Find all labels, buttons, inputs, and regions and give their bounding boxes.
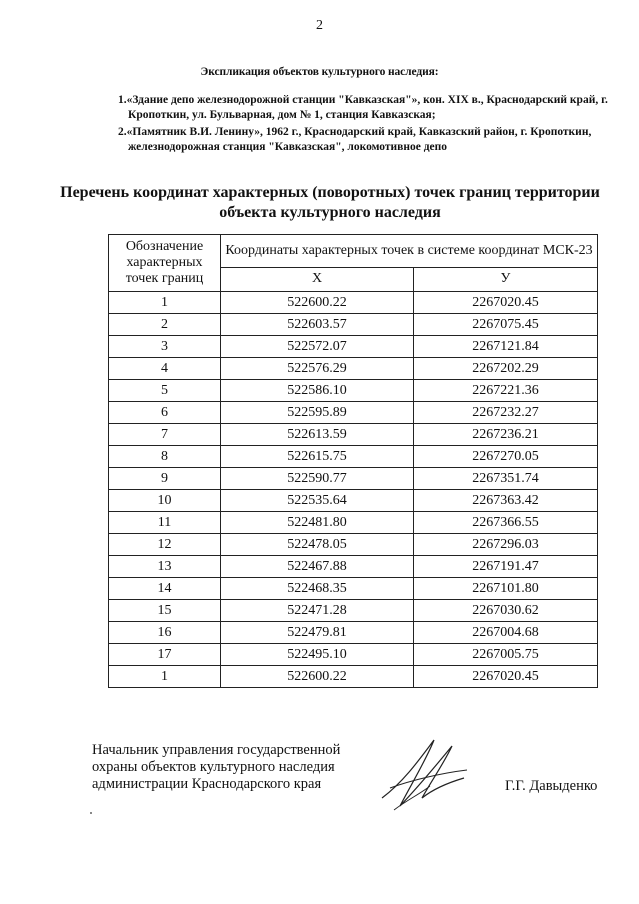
y-cell: 2267232.27	[414, 402, 598, 424]
x-cell: 522495.10	[221, 644, 414, 666]
signer-name: Г.Г. Давыденко	[505, 778, 598, 794]
y-cell: 2267202.29	[414, 358, 598, 380]
point-cell: 7	[109, 424, 221, 446]
x-cell: 522481.80	[221, 512, 414, 534]
point-cell: 13	[109, 556, 221, 578]
table-row	[109, 402, 598, 424]
table-body	[109, 292, 598, 688]
point-cell: 5	[109, 380, 221, 402]
point-cell: 17	[109, 644, 221, 666]
table-row	[109, 468, 598, 490]
x-cell: 522603.57	[221, 314, 414, 336]
y-cell: 2267030.62	[414, 600, 598, 622]
x-cell: 522615.75	[221, 446, 414, 468]
x-cell: 522586.10	[221, 380, 414, 402]
x-cell: 522479.81	[221, 622, 414, 644]
y-cell: 2267366.55	[414, 512, 598, 534]
signer-position: Начальник управления государственной охраны объектов культурного наследия администрации Краснодарского края	[92, 742, 341, 792]
y-cell: 2267004.68	[414, 622, 598, 644]
table-row	[109, 446, 598, 468]
x-cell: 522600.22	[221, 292, 414, 314]
point-cell: 9	[109, 468, 221, 490]
x-cell: 522535.64	[221, 490, 414, 512]
table-row	[109, 424, 598, 446]
y-cell: 2267363.42	[414, 490, 598, 512]
point-cell: 11	[109, 512, 221, 534]
page-number: 2	[316, 18, 323, 33]
x-cell: 522600.22	[221, 666, 414, 688]
x-cell: 522613.59	[221, 424, 414, 446]
point-cell: 1	[109, 292, 221, 314]
explication-item: 1.«Здание депо железнодорожной станции "Кавказская"», кон. XIX в., Краснодарский край, г. Кропоткин, ул. Бульварная, дом № 1, станция Кавказская;	[118, 94, 608, 121]
table-row	[109, 622, 598, 644]
point-cell: 10	[109, 490, 221, 512]
explication-heading: Экспликация объектов культурного наследия:	[200, 66, 439, 78]
column-header-x: X	[221, 267, 414, 291]
explication-item: 2.«Памятник В.И. Ленину», 1962 г., Краснодарский край, Кавказский район, г. Кропоткин, железнодорожная станция "Кавказская", локомотивное депо	[118, 126, 592, 153]
x-cell: 522590.77	[221, 468, 414, 490]
table-row	[109, 490, 598, 512]
y-cell: 2267020.45	[414, 292, 598, 314]
table-row	[109, 644, 598, 666]
point-cell: 15	[109, 600, 221, 622]
point-cell: 4	[109, 358, 221, 380]
y-cell: 2267236.21	[414, 424, 598, 446]
column-header-coordinates: Координаты характерных точек в системе координат МСК-23	[221, 235, 598, 268]
table-row	[109, 512, 598, 534]
x-cell: 522468.35	[221, 578, 414, 600]
y-cell: 2267075.45	[414, 314, 598, 336]
table-row	[109, 534, 598, 556]
table-title: Перечень координат характерных (поворотных) точек границ территории объекта культурного наследия	[60, 184, 600, 221]
x-cell: 522467.88	[221, 556, 414, 578]
table-row	[109, 556, 598, 578]
handwritten-signature	[372, 728, 472, 818]
y-cell: 2267351.74	[414, 468, 598, 490]
table-row	[109, 336, 598, 358]
point-cell: 3	[109, 336, 221, 358]
scan-speck	[90, 812, 92, 814]
y-cell: 2267101.80	[414, 578, 598, 600]
coordinates-table	[108, 234, 598, 688]
table-row	[109, 600, 598, 622]
y-cell: 2267020.45	[414, 666, 598, 688]
table-row	[109, 380, 598, 402]
table-row	[109, 358, 598, 380]
column-header-point: Обозначение характерных точек границ	[109, 235, 221, 292]
x-cell: 522478.05	[221, 534, 414, 556]
point-cell: 8	[109, 446, 221, 468]
point-cell: 12	[109, 534, 221, 556]
table-row	[109, 578, 598, 600]
y-cell: 2267270.05	[414, 446, 598, 468]
point-cell: 2	[109, 314, 221, 336]
point-cell: 6	[109, 402, 221, 424]
x-cell: 522576.29	[221, 358, 414, 380]
y-cell: 2267221.36	[414, 380, 598, 402]
table-row	[109, 292, 598, 314]
point-cell: 1	[109, 666, 221, 688]
table-row	[109, 666, 598, 688]
table-row	[109, 314, 598, 336]
explication-list	[118, 93, 618, 157]
point-cell: 16	[109, 622, 221, 644]
x-cell: 522471.28	[221, 600, 414, 622]
y-cell: 2267296.03	[414, 534, 598, 556]
y-cell: 2267121.84	[414, 336, 598, 358]
y-cell: 2267191.47	[414, 556, 598, 578]
x-cell: 522595.89	[221, 402, 414, 424]
x-cell: 522572.07	[221, 336, 414, 358]
y-cell: 2267005.75	[414, 644, 598, 666]
column-header-y: У	[414, 267, 598, 291]
point-cell: 14	[109, 578, 221, 600]
